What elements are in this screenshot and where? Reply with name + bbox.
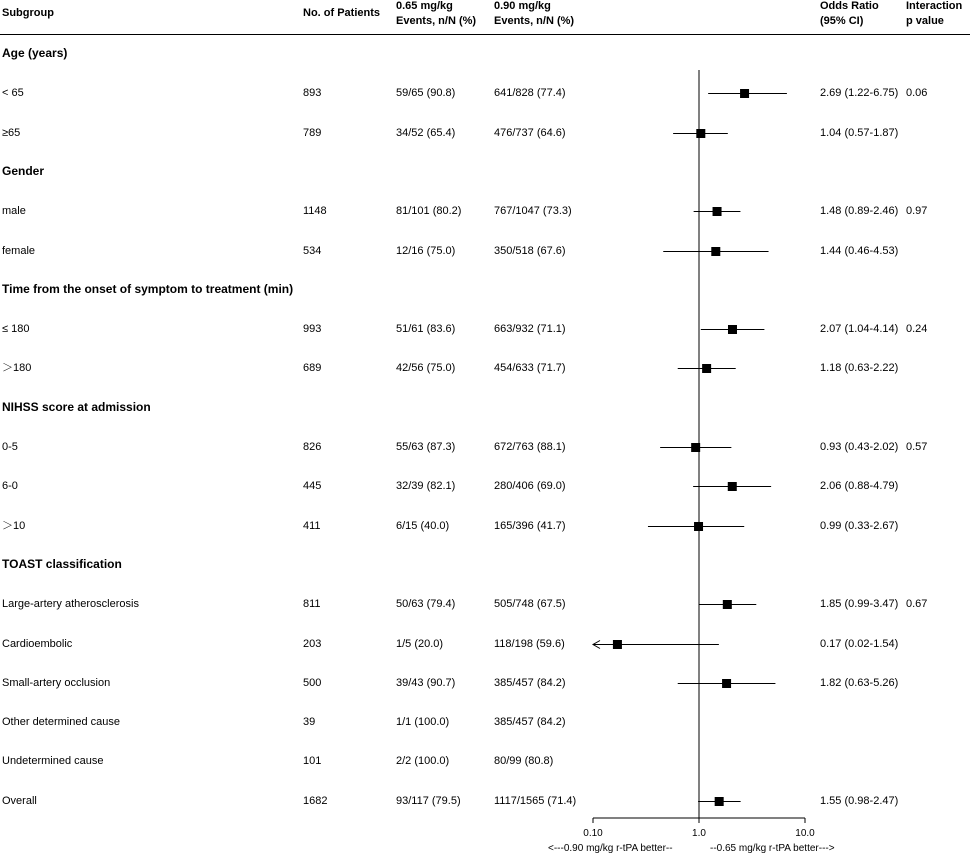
row-subgroup: Other determined cause <box>2 716 121 728</box>
header-low-dose: 0.65 mg/kg <box>396 0 453 12</box>
row-low-dose-events: 39/43 (90.7) <box>396 677 456 689</box>
row-odds-ratio: 1.55 (0.98-2.47) <box>820 795 899 807</box>
odds-ratio-marker <box>696 129 705 138</box>
odds-ratio-marker <box>694 522 703 531</box>
row-patients: 445 <box>303 480 322 492</box>
section-heading: Age (years) <box>2 46 68 60</box>
section-heading: NIHSS score at admission <box>2 400 151 414</box>
row-subgroup: ≤ 180 <box>2 323 30 335</box>
row-low-dose-events: 34/52 (65.4) <box>396 127 456 139</box>
header-interaction: Interaction <box>906 0 963 12</box>
odds-ratio-marker <box>723 600 732 609</box>
row-std-dose-events: 118/198 (59.6) <box>494 638 565 650</box>
row-std-dose-events: 80/99 (80.8) <box>494 755 554 767</box>
row-odds-ratio: 2.07 (1.04-4.14) <box>820 323 899 335</box>
row-p-value: 0.67 <box>906 598 928 610</box>
x-tick-label: 0.10 <box>583 828 603 839</box>
row-patients: 1682 <box>303 795 328 807</box>
row-patients: 101 <box>303 755 322 767</box>
row-low-dose-events: 51/61 (83.6) <box>396 323 456 335</box>
row-subgroup: Small-artery occlusion <box>2 677 111 689</box>
row-std-dose-events: 672/763 (88.1) <box>494 441 566 453</box>
row-std-dose-events: 385/457 (84.2) <box>494 677 566 689</box>
row-odds-ratio: 1.82 (0.63-5.26) <box>820 677 899 689</box>
row-subgroup: Undetermined cause <box>2 755 104 767</box>
row-odds-ratio: 2.69 (1.22-6.75) <box>820 87 899 99</box>
row-odds-ratio: 0.99 (0.33-2.67) <box>820 520 899 532</box>
row-subgroup: ≥65 <box>2 127 21 139</box>
row-std-dose-events: 663/932 (71.1) <box>494 323 566 335</box>
header-patients: No. of Patients <box>303 7 381 19</box>
row-low-dose-events: 59/65 (90.8) <box>396 87 456 99</box>
row-low-dose-events: 6/15 (40.0) <box>396 520 450 532</box>
header-std-dose-events: Events, n/N (%) <box>494 15 575 27</box>
row-p-value: 0.06 <box>906 87 928 99</box>
row-odds-ratio: 1.44 (0.46-4.53) <box>820 245 899 257</box>
row-p-value: 0.97 <box>906 205 928 217</box>
row-subgroup: 0-5 <box>2 441 18 453</box>
odds-ratio-marker <box>711 247 720 256</box>
row-subgroup: male <box>2 205 26 217</box>
odds-ratio-marker <box>722 679 731 688</box>
row-std-dose-events: 385/457 (84.2) <box>494 716 566 728</box>
row-std-dose-events: 505/748 (67.5) <box>494 598 566 610</box>
row-low-dose-events: 93/117 (79.5) <box>396 795 461 807</box>
x-label-left: <---0.90 mg/kg r-tPA better-- <box>548 843 673 854</box>
row-std-dose-events: 476/737 (64.6) <box>494 127 566 139</box>
row-odds-ratio: 1.18 (0.63-2.22) <box>820 362 899 374</box>
row-patients: 203 <box>303 638 322 650</box>
row-std-dose-events: 767/1047 (73.3) <box>494 205 572 217</box>
header-ci: (95% CI) <box>820 15 864 27</box>
row-patients: 39 <box>303 716 316 728</box>
row-subgroup: Large-artery atherosclerosis <box>2 598 139 610</box>
odds-ratio-marker <box>713 207 722 216</box>
row-odds-ratio: 0.93 (0.43-2.02) <box>820 441 899 453</box>
row-patients: 826 <box>303 441 322 453</box>
row-patients: 500 <box>303 677 322 689</box>
row-subgroup: ＞180 <box>2 362 32 374</box>
row-std-dose-events: 454/633 (71.7) <box>494 362 566 374</box>
row-std-dose-events: 350/518 (67.6) <box>494 245 566 257</box>
row-patients: 811 <box>303 598 321 610</box>
odds-ratio-marker <box>613 640 622 649</box>
row-subgroup: Overall <box>2 795 37 807</box>
row-patients: 411 <box>303 520 321 532</box>
row-odds-ratio: 1.04 (0.57-1.87) <box>820 127 899 139</box>
odds-ratio-marker <box>740 89 749 98</box>
section-heading: Time from the onset of symptom to treatment (min) <box>2 282 294 296</box>
row-subgroup: ＞10 <box>2 520 26 532</box>
header-odds-ratio: Odds Ratio <box>820 0 879 12</box>
section-heading: Gender <box>2 164 45 178</box>
row-patients: 689 <box>303 362 322 374</box>
row-patients: 534 <box>303 245 322 257</box>
x-tick-label: 1.0 <box>692 828 706 839</box>
row-low-dose-events: 55/63 (87.3) <box>396 441 456 453</box>
row-std-dose-events: 641/828 (77.4) <box>494 87 566 99</box>
odds-ratio-marker <box>728 325 737 334</box>
x-label-right: --0.65 mg/kg r-tPA better---> <box>710 843 835 854</box>
header-low-dose-events: Events, n/N (%) <box>396 15 477 27</box>
row-subgroup: female <box>2 245 36 257</box>
header-std-dose: 0.90 mg/kg <box>494 0 551 12</box>
row-subgroup: < 65 <box>2 87 24 99</box>
odds-ratio-marker <box>728 482 737 491</box>
row-low-dose-events: 2/2 (100.0) <box>396 755 450 767</box>
row-patients: 993 <box>303 323 322 335</box>
row-std-dose-events: 280/406 (69.0) <box>494 480 566 492</box>
odds-ratio-marker <box>715 797 724 806</box>
row-patients: 1148 <box>303 205 327 217</box>
row-low-dose-events: 1/5 (20.0) <box>396 638 444 650</box>
odds-ratio-marker <box>702 364 711 373</box>
row-odds-ratio: 1.85 (0.99-3.47) <box>820 598 899 610</box>
section-heading: TOAST classification <box>2 557 122 571</box>
row-std-dose-events: 1117/1565 (71.4) <box>494 795 577 807</box>
row-subgroup: 6-0 <box>2 480 18 492</box>
row-low-dose-events: 81/101 (80.2) <box>396 205 462 217</box>
odds-ratio-marker <box>691 443 700 452</box>
row-odds-ratio: 1.48 (0.89-2.46) <box>820 205 899 217</box>
x-tick-label: 10.0 <box>795 828 815 839</box>
row-low-dose-events: 42/56 (75.0) <box>396 362 456 374</box>
row-std-dose-events: 165/396 (41.7) <box>494 520 566 532</box>
header-subgroup: Subgroup <box>2 7 54 19</box>
row-low-dose-events: 1/1 (100.0) <box>396 716 450 728</box>
row-patients: 893 <box>303 87 322 99</box>
row-p-value: 0.57 <box>906 441 928 453</box>
row-low-dose-events: 50/63 (79.4) <box>396 598 456 610</box>
row-odds-ratio: 0.17 (0.02-1.54) <box>820 638 899 650</box>
row-low-dose-events: 12/16 (75.0) <box>396 245 456 257</box>
row-p-value: 0.24 <box>906 323 928 335</box>
row-odds-ratio: 2.06 (0.88-4.79) <box>820 480 899 492</box>
row-subgroup: Cardioembolic <box>2 638 73 650</box>
row-low-dose-events: 32/39 (82.1) <box>396 480 456 492</box>
header-p-value: p value <box>906 15 944 27</box>
row-patients: 789 <box>303 127 322 139</box>
